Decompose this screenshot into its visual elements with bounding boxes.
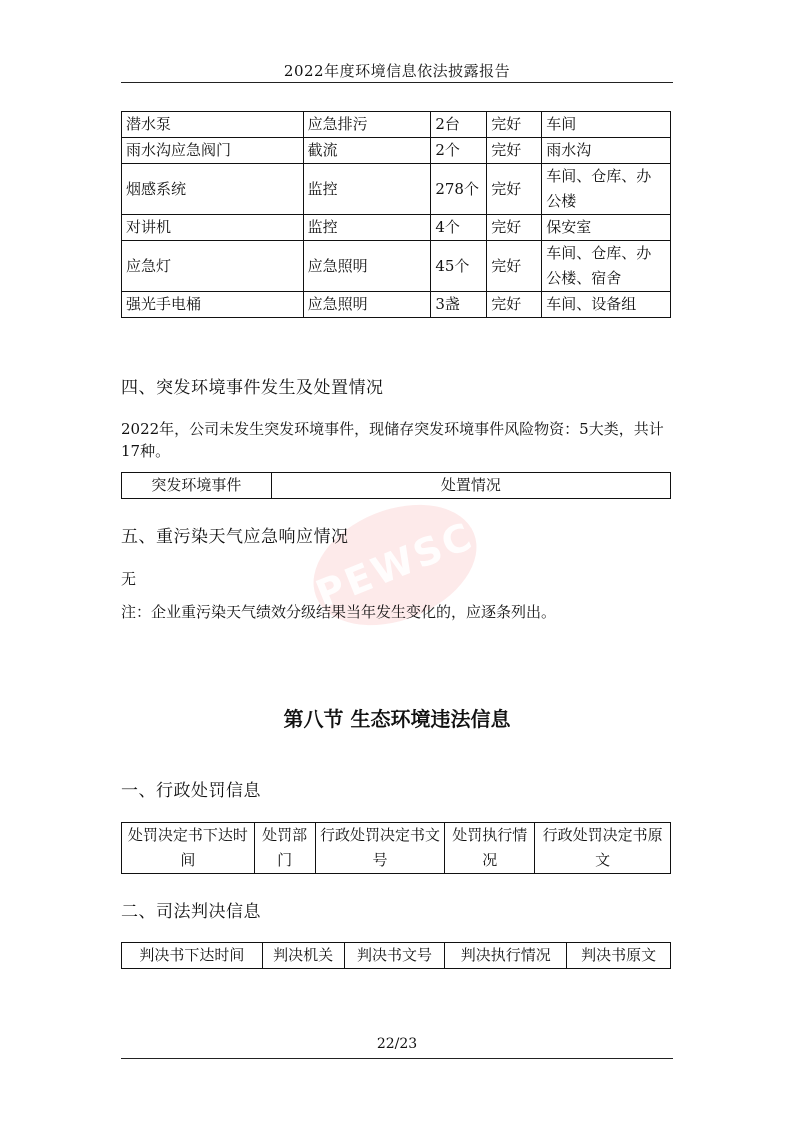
table-cell: 应急灯 xyxy=(122,241,304,292)
emergency-event-table xyxy=(121,472,671,499)
equipment-table xyxy=(121,111,671,318)
table-cell: 强光手电桶 xyxy=(122,292,304,318)
page-header-title: 2022年度环境信息依法披露报告 xyxy=(283,62,511,80)
judicial-heading: 二、司法判决信息 xyxy=(121,902,261,922)
table-header-cell: 判决书文号 xyxy=(344,943,445,969)
table-header-cell: 判决执行情况 xyxy=(445,943,567,969)
table-cell: 对讲机 xyxy=(122,215,304,241)
table-header-cell: 处罚部门 xyxy=(254,823,315,874)
table-row xyxy=(122,215,671,241)
table-row xyxy=(122,164,671,215)
table-cell: 监控 xyxy=(303,164,431,215)
table-header-row xyxy=(122,943,671,969)
table-cell: 完好 xyxy=(487,138,542,164)
table-cell: 应急排污 xyxy=(303,112,431,138)
table-cell: 烟感系统 xyxy=(122,164,304,215)
table-header-cell: 处罚决定书下达时间 xyxy=(122,823,255,874)
table-cell: 雨水沟 xyxy=(542,138,671,164)
table-header-cell: 判决书下达时间 xyxy=(122,943,263,969)
table-cell: 完好 xyxy=(487,292,542,318)
table-row xyxy=(122,112,671,138)
table-header-row xyxy=(122,823,671,874)
table-header-cell: 行政处罚决定书原文 xyxy=(535,823,671,874)
table-cell: 截流 xyxy=(303,138,431,164)
table-cell: 雨水沟应急阀门 xyxy=(122,138,304,164)
section5-note: 注：企业重污染天气绩效分级结果当年发生变化的，应逐条列出。 xyxy=(121,603,557,621)
chapter8-title: 第八节 生态环境违法信息 xyxy=(283,707,511,731)
judicial-table xyxy=(121,942,671,969)
table-header-cell: 判决机关 xyxy=(262,943,344,969)
table-cell: 完好 xyxy=(487,241,542,292)
admin-penalty-heading: 一、行政处罚信息 xyxy=(121,781,261,801)
section4-heading: 四、突发环境事件发生及处置情况 xyxy=(121,378,384,398)
pewsc-watermark-logo: PEWSC xyxy=(296,482,495,648)
admin-penalty-table xyxy=(121,822,671,874)
table-row xyxy=(122,138,671,164)
table-cell: 应急照明 xyxy=(303,241,431,292)
section4-paragraph: 2022年，公司未发生突发环境事件，现储存突发环境事件风险物资：5大类，共计17种。 xyxy=(121,420,664,460)
table-cell: 车间、仓库、办公楼 xyxy=(542,164,671,215)
table-cell: 潜水泵 xyxy=(122,112,304,138)
table-cell: 4个 xyxy=(431,215,487,241)
table-cell: 车间、设备组 xyxy=(542,292,671,318)
table-cell: 保安室 xyxy=(542,215,671,241)
table-cell: 2台 xyxy=(431,112,487,138)
table-header-cell: 处置情况 xyxy=(271,473,670,499)
table-row xyxy=(122,241,671,292)
section5-heading: 五、重污染天气应急响应情况 xyxy=(121,527,349,547)
table-header-cell: 突发环境事件 xyxy=(122,473,272,499)
page-number: 22/23 xyxy=(376,1036,418,1052)
table-cell: 应急照明 xyxy=(303,292,431,318)
table-header-row xyxy=(122,473,671,499)
table-cell: 监控 xyxy=(303,215,431,241)
table-row xyxy=(122,292,671,318)
table-cell: 45个 xyxy=(431,241,487,292)
table-header-cell: 行政处罚决定书文号 xyxy=(315,823,445,874)
table-header-cell: 处罚执行情况 xyxy=(445,823,535,874)
table-cell: 完好 xyxy=(487,215,542,241)
table-cell: 278个 xyxy=(431,164,487,215)
table-header-cell: 判决书原文 xyxy=(567,943,671,969)
footer-rule xyxy=(121,1058,673,1059)
table-cell: 完好 xyxy=(487,164,542,215)
table-cell: 2个 xyxy=(431,138,487,164)
section5-text: 无 xyxy=(121,570,137,588)
table-cell: 完好 xyxy=(487,112,542,138)
table-cell: 3盏 xyxy=(431,292,487,318)
table-cell: 车间 xyxy=(542,112,671,138)
table-cell: 车间、仓库、办公楼、宿舍 xyxy=(542,241,671,292)
header-rule xyxy=(121,82,673,83)
